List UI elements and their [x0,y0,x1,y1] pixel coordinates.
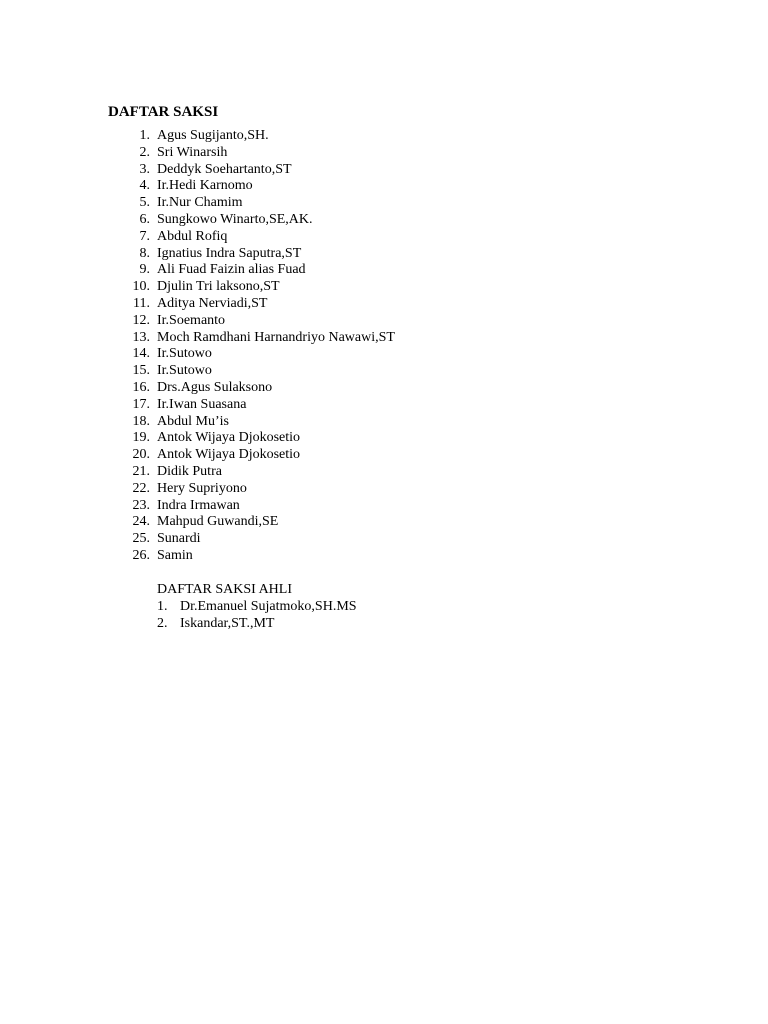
witness-name: Ir.Hedi Karnomo [157,178,253,194]
item-number: 4. [139,178,150,194]
witness-name: Didik Putra [157,463,222,479]
item-number: 15. [132,363,150,379]
item-number: 2. [139,144,150,160]
item-number: 24. [132,514,150,530]
item-number: 21. [132,463,150,479]
item-number: 17. [132,396,150,412]
item-number: 9. [139,262,150,278]
item-number: 18. [132,413,150,429]
witness-name: Hery Supriyono [157,480,247,496]
item-number: 11. [133,295,150,311]
item-number: 23. [132,497,150,513]
item-number: 8. [139,245,150,261]
witness-name: Ir.Nur Chamim [157,195,243,211]
witness-name: Agus Sugijanto,SH. [157,128,269,143]
witness-name: Indra Irmawan [157,497,240,513]
item-number: 16. [132,379,150,395]
item-number: 5. [139,195,150,211]
item-number: 20. [132,447,150,463]
witness-name: Abdul Mu’is [157,413,229,429]
witness-name: Ir.Iwan Suasana [157,396,247,412]
witness-name: Moch Ramdhani Harnandriyo Nawawi,ST [157,329,395,345]
item-number: 22. [132,480,150,496]
witness-name: Mahpud Guwandi,SE [157,514,279,530]
item-number: 12. [132,312,150,328]
witness-name: Sungkowo Winarto,SE,AK. [157,211,313,227]
item-number: 1. [139,128,150,143]
witness-name: Ignatius Indra Saputra,ST [157,245,302,261]
expert-section-title: DAFTAR SAKSI AHLI [157,582,293,597]
witness-name: Samin [157,547,193,563]
item-number: 10. [132,279,150,295]
item-number: 13. [132,329,150,345]
item-number: 1. [157,599,168,614]
witness-name: Antok Wijaya Djokosetio [157,447,301,463]
witness-name: Ali Fuad Faizin alias Fuad [157,262,306,278]
item-number: 26. [132,547,150,563]
witness-name: Ir.Soemanto [157,312,226,328]
witness-name: Djulin Tri laksono,ST [157,279,280,295]
item-number: 7. [139,228,150,244]
witness-name: Drs.Agus Sulaksono [157,379,273,395]
witness-name: Abdul Rofiq [157,228,228,244]
witness-name: Sunardi [157,531,201,547]
item-number: 3. [139,161,150,177]
item-number: 2. [157,616,168,631]
item-number: 25. [132,531,150,547]
witness-name: Aditya Nerviadi,ST [157,295,268,311]
witness-name: Ir.Sutowo [157,346,212,362]
witness-name: Sri Winarsih [157,144,228,160]
page-title: DAFTAR SAKSI [108,104,219,120]
expert-name: Iskandar,ST.,MT [180,616,275,631]
item-number: 6. [139,211,150,227]
item-number: 14. [132,346,150,362]
witness-name: Ir.Sutowo [157,363,212,379]
item-number: 19. [132,430,150,446]
expert-name: Dr.Emanuel Sujatmoko,SH.MS [180,599,357,614]
witness-name: Deddyk Soehartanto,ST [157,161,292,177]
witness-name: Antok Wijaya Djokosetio [157,430,301,446]
